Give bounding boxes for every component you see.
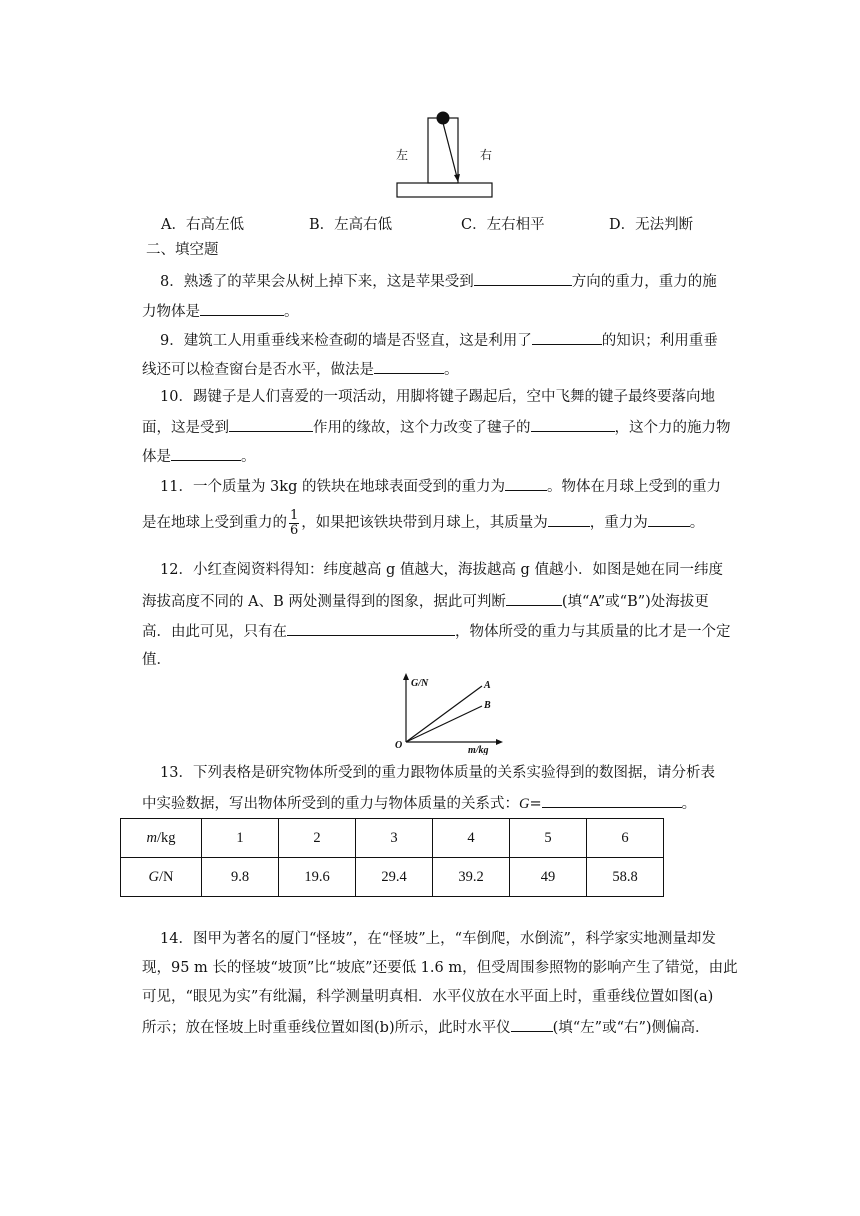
q12-blank2 [287, 620, 455, 636]
q8-line1: 8．熟透了的苹果会从树上掉下来，这是苹果受到 方向的重力，重力的施 [160, 270, 717, 292]
q11-blank2 [548, 511, 590, 527]
table-cell: 1 [202, 819, 279, 858]
pivot-ball [437, 112, 450, 125]
plumb-line [442, 119, 458, 181]
line-b [406, 706, 482, 742]
q11-blank3 [648, 511, 690, 527]
level-upright [428, 118, 458, 183]
table-cell: 6 [587, 819, 664, 858]
q14-line2: 现，95 m 长的怪坡“坡顶”比“坡底”还要低 1.6 m，但受周围参照物的影响产生了错觉，由此 [142, 960, 738, 976]
q14-line4: 所示；放在怪坡上时重垂线位置如图(b)所示，此时水平仪 (填“左”或“右”)侧偏高． [142, 1016, 710, 1038]
table-row [121, 858, 664, 897]
q9-blank1 [532, 329, 602, 345]
q9-blank2 [374, 358, 444, 374]
q13-line2: 中实验数据，写出物体所受到的重力与物体质量的关系式：G= 。 [142, 792, 696, 814]
fraction-one-sixth: $\frac{1}{6}$ [290, 507, 299, 538]
q9-line2: 线还可以检查窗台是否水平，做法是 。 [142, 358, 459, 380]
q10-line2: 面，这是受到 作用的缘故，这个力改变了毽子的 ，这个力的施力物 [142, 416, 731, 438]
q11-line2: 是在地球上受到重力的 $\frac{1}{6}$ ，如果把该铁块带到月球上，其质量为 ，重力为 。 [142, 507, 705, 538]
q10-blank2 [531, 416, 615, 432]
q12-blank1 [506, 590, 562, 606]
y-axis-arrow [403, 673, 409, 680]
plumb-bob [454, 174, 460, 182]
g-m-graph [390, 670, 510, 755]
section-title: 二、填空题 [146, 242, 219, 258]
q13-blank [542, 792, 682, 808]
table-cell: 3 [356, 819, 433, 858]
y-axis-label: G/N [411, 678, 429, 689]
table-cell: 39.2 [433, 858, 510, 897]
q10-blank1 [229, 416, 313, 432]
q10-line1: 10．踢键子是人们喜爱的一项活动，用脚将键子踢起后，空中飞舞的键子最终要落向地 [160, 389, 715, 405]
table-row [121, 819, 664, 858]
q12-line2: 海拔高度不同的 A、B 两处测量得到的图象，据此可判断 (填“A”或“B”)处海拔更 [142, 590, 709, 612]
level-base [397, 183, 492, 197]
option-b: B．左高右低 [309, 217, 393, 233]
right-label: 右 [480, 148, 493, 162]
q14-blank [511, 1016, 553, 1032]
option-c: C．左右相平 [461, 217, 545, 233]
table-head-weight: G/N [121, 858, 202, 897]
table-cell: 58.8 [587, 858, 664, 897]
line-a [406, 686, 482, 742]
q12-line3: 高．由此可见，只有在 ，物体所受的重力与其质量的比才是一个定 [142, 620, 731, 642]
data-table [120, 818, 664, 897]
x-axis-label: m/kg [468, 745, 489, 755]
table-cell: 5 [510, 819, 587, 858]
q14-line3: 可见，“眼见为实”有纰漏，科学测量明真相．水平仪放在水平面上时，重垂线位置如图(a) [142, 989, 714, 1005]
origin-label: O [395, 740, 403, 751]
table-cell: 19.6 [279, 858, 356, 897]
line-a-label: A [484, 680, 491, 691]
table-cell: 2 [279, 819, 356, 858]
q13-line1: 13．下列表格是研究物体所受到的重力跟物体质量的关系实验得到的数图据，请分析表 [160, 765, 715, 781]
table-cell: 4 [433, 819, 510, 858]
q8-blank1 [474, 270, 572, 286]
left-label: 左 [396, 148, 409, 162]
q10-blank3 [171, 445, 241, 461]
x-axis-arrow [496, 739, 503, 745]
q10-line3: 体是 。 [142, 445, 256, 467]
q11-line1: 11．一个质量为 3kg 的铁块在地球表面受到的重力为 。物体在月球上受到的重力 [160, 475, 721, 497]
q14-line1: 14．图甲为著名的厦门“怪坡”，在“怪坡”上，“车倒爬，水倒流”，科学家实地测量却发 [160, 931, 716, 947]
q8-blank2 [200, 300, 284, 316]
table-cell: 49 [510, 858, 587, 897]
table-cell: 29.4 [356, 858, 433, 897]
line-b-label: B [484, 700, 491, 711]
q8-line2: 力物体是 。 [142, 300, 299, 322]
table-head-mass: m/kg [121, 819, 202, 858]
option-a: A．右高左低 [161, 217, 244, 233]
option-d: D．无法判断 [609, 217, 694, 233]
q11-blank1 [505, 475, 547, 491]
q12-line1: 12．小红查阅资料得知：纬度越高 g 值越大，海拔越高 g 值越小．如图是她在同一纬度 [160, 562, 723, 578]
q12-line4: 值． [142, 652, 171, 668]
q9-line1: 9．建筑工人用重垂线来检查砌的墙是否竖直，这是利用了 的知识；利用重垂 [160, 329, 718, 351]
level-instrument-figure [390, 105, 500, 200]
table-cell: 9.8 [202, 858, 279, 897]
